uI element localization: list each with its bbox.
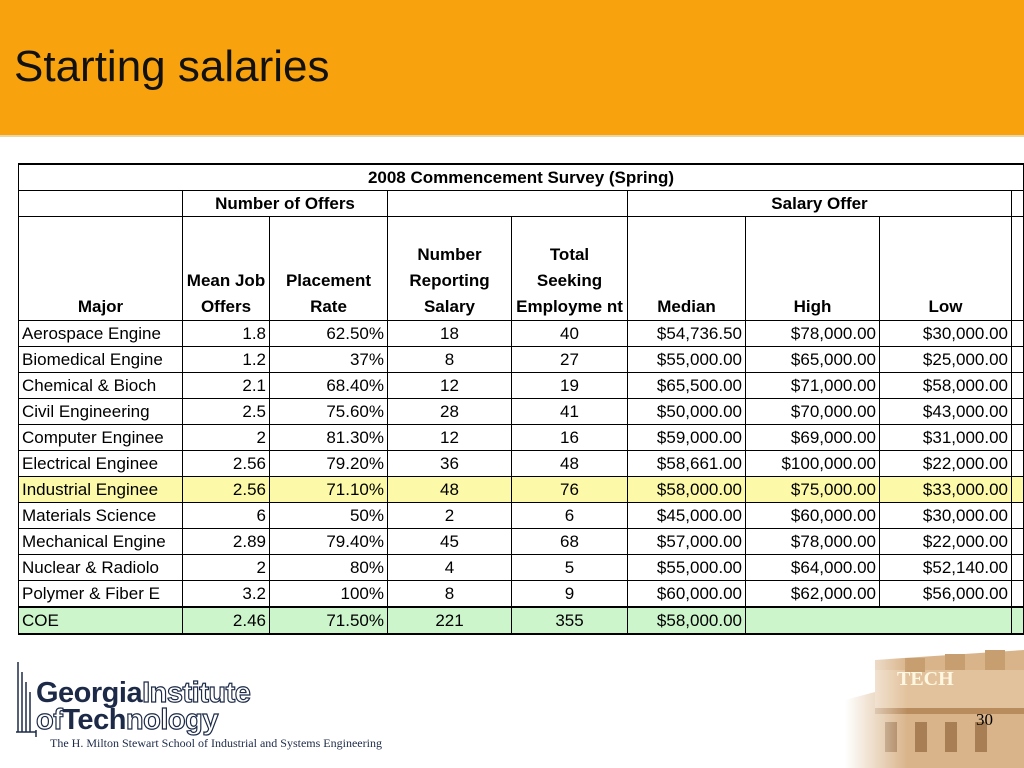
tower-logo-icon (16, 662, 36, 732)
cell-offers: 6 (183, 503, 270, 529)
cell-median: $55,000.00 (628, 347, 746, 373)
logo-subtitle: The H. Milton Stewart School of Industrial and Systems Engineering (50, 736, 382, 750)
cell-low: $25,000.00 (880, 347, 1012, 373)
table-row (19, 477, 1024, 503)
cell-median: $58,661.00 (628, 451, 746, 477)
table-row (19, 529, 1024, 555)
cell-rate: 50% (270, 503, 388, 529)
cell-high: $100,000.00 (746, 451, 880, 477)
cell-reporting: 12 (388, 373, 512, 399)
cell-major: Civil Engineering (19, 399, 183, 425)
group-header-edge (1012, 191, 1024, 217)
cell-median: $54,736.50 (628, 321, 746, 347)
cell-high: $70,000.00 (746, 399, 880, 425)
cell-seeking: 41 (512, 399, 628, 425)
cell-rate: 62.50% (270, 321, 388, 347)
cell-offers: 2.89 (183, 529, 270, 555)
total-row (19, 607, 1024, 634)
cell-reporting: 28 (388, 399, 512, 425)
table-row (19, 451, 1024, 477)
cell-major: Electrical Enginee (19, 451, 183, 477)
col-header-mean-job-offers: Mean Job Offers (183, 217, 270, 321)
cell-median: $59,000.00 (628, 425, 746, 451)
cell-offers: 2.56 (183, 451, 270, 477)
cell-seeking: 16 (512, 425, 628, 451)
cell-offers: 2.1 (183, 373, 270, 399)
cell-major: Polymer & Fiber E (19, 581, 183, 608)
cell-edge (1012, 347, 1024, 373)
page-number: 30 (976, 710, 993, 729)
col-header-major: Major (19, 217, 183, 321)
cell-seeking: 9 (512, 581, 628, 608)
total-cell-rate: 71.50% (270, 607, 388, 634)
slide-title: Starting salaries (14, 42, 330, 91)
cell-seeking: 48 (512, 451, 628, 477)
salary-table (18, 163, 1024, 635)
survey-title: 2008 Commencement Survey (Spring) (19, 164, 1024, 191)
cell-high: $60,000.00 (746, 503, 880, 529)
cell-major: Industrial Enginee (19, 477, 183, 503)
cell-rate: 75.60% (270, 399, 388, 425)
group-header-offers: Number of Offers (183, 191, 388, 217)
cell-low: $43,000.00 (880, 399, 1012, 425)
cell-median: $45,000.00 (628, 503, 746, 529)
cell-high: $75,000.00 (746, 477, 880, 503)
cell-offers: 1.2 (183, 347, 270, 373)
table-row (19, 503, 1024, 529)
logo-word-institute: Institute (142, 677, 251, 709)
table-row (19, 399, 1024, 425)
cell-high: $69,000.00 (746, 425, 880, 451)
cell-offers: 3.2 (183, 581, 270, 608)
cell-major: Mechanical Engine (19, 529, 183, 555)
cell-offers: 2.5 (183, 399, 270, 425)
cell-edge (1012, 477, 1024, 503)
cell-reporting: 8 (388, 347, 512, 373)
cell-median: $57,000.00 (628, 529, 746, 555)
cell-major: Materials Science (19, 503, 183, 529)
col-header-median: Median (628, 217, 746, 321)
cell-reporting: 48 (388, 477, 512, 503)
table-row (19, 555, 1024, 581)
cell-edge (1012, 581, 1024, 608)
col-header-edge (1012, 217, 1024, 321)
cell-rate: 71.10% (270, 477, 388, 503)
cell-rate: 37% (270, 347, 388, 373)
total-cell-median: $58,000.00 (628, 607, 746, 634)
cell-major: Nuclear & Radiolo (19, 555, 183, 581)
table-row (19, 581, 1024, 608)
cell-high: $78,000.00 (746, 321, 880, 347)
col-header-placement-rate: Placement Rate (270, 217, 388, 321)
cell-low: $22,000.00 (880, 529, 1012, 555)
total-cell-major: COE (19, 607, 183, 634)
total-cell-seeking: 355 (512, 607, 628, 634)
cell-low: $30,000.00 (880, 321, 1012, 347)
logo-word-georgia: Georgia (36, 677, 143, 709)
cell-high: $71,000.00 (746, 373, 880, 399)
table-row (19, 425, 1024, 451)
cell-edge (1012, 503, 1024, 529)
total-cell-reporting: 221 (388, 607, 512, 634)
cell-seeking: 27 (512, 347, 628, 373)
cell-reporting: 36 (388, 451, 512, 477)
table-row (19, 347, 1024, 373)
cell-edge (1012, 529, 1024, 555)
cell-edge (1012, 425, 1024, 451)
cell-rate: 80% (270, 555, 388, 581)
cell-reporting: 12 (388, 425, 512, 451)
cell-edge (1012, 321, 1024, 347)
cell-edge (1012, 555, 1024, 581)
logo-word-of: of (36, 704, 63, 736)
cell-high: $65,000.00 (746, 347, 880, 373)
cell-rate: 79.40% (270, 529, 388, 555)
cell-high: $64,000.00 (746, 555, 880, 581)
cell-rate: 68.40% (270, 373, 388, 399)
cell-offers: 2 (183, 425, 270, 451)
cell-low: $33,000.00 (880, 477, 1012, 503)
group-header-blank-2 (388, 191, 628, 217)
cell-major: Computer Enginee (19, 425, 183, 451)
cell-seeking: 68 (512, 529, 628, 555)
cell-reporting: 4 (388, 555, 512, 581)
cell-major: Aerospace Engine (19, 321, 183, 347)
cell-low: $58,000.00 (880, 373, 1012, 399)
cell-seeking: 19 (512, 373, 628, 399)
logo-wordmark (36, 677, 251, 736)
cell-median: $58,000.00 (628, 477, 746, 503)
title-divider (0, 135, 1024, 137)
cell-high: $62,000.00 (746, 581, 880, 608)
cell-median: $55,000.00 (628, 555, 746, 581)
cell-high: $78,000.00 (746, 529, 880, 555)
cell-edge (1012, 373, 1024, 399)
cell-seeking: 76 (512, 477, 628, 503)
logo-word-nology: nology (125, 704, 218, 736)
cell-low: $31,000.00 (880, 425, 1012, 451)
cell-low: $22,000.00 (880, 451, 1012, 477)
col-header-number-reporting-salary: Number Reporting Salary (388, 217, 512, 321)
cell-median: $50,000.00 (628, 399, 746, 425)
total-cell-offers: 2.46 (183, 607, 270, 634)
cell-low: $52,140.00 (880, 555, 1012, 581)
cell-edge (1012, 399, 1024, 425)
table-row (19, 373, 1024, 399)
col-header-high: High (746, 217, 880, 321)
col-header-low: Low (880, 217, 1012, 321)
cell-offers: 2 (183, 555, 270, 581)
total-cell-blank (746, 607, 1012, 634)
group-header-blank (19, 191, 183, 217)
cell-reporting: 18 (388, 321, 512, 347)
cell-median: $60,000.00 (628, 581, 746, 608)
col-header-total-seeking: Total Seeking Employme nt (512, 217, 628, 321)
building-photo (845, 640, 1024, 768)
cell-median: $65,500.00 (628, 373, 746, 399)
logo-word-tech: Tech (62, 704, 126, 736)
cell-low: $30,000.00 (880, 503, 1012, 529)
table-row (19, 321, 1024, 347)
cell-reporting: 8 (388, 581, 512, 608)
total-cell-edge (1012, 607, 1024, 634)
cell-seeking: 5 (512, 555, 628, 581)
cell-rate: 100% (270, 581, 388, 608)
cell-seeking: 40 (512, 321, 628, 347)
cell-rate: 79.20% (270, 451, 388, 477)
cell-low: $56,000.00 (880, 581, 1012, 608)
group-header-salary: Salary Offer (628, 191, 1012, 217)
cell-reporting: 2 (388, 503, 512, 529)
cell-offers: 2.56 (183, 477, 270, 503)
cell-offers: 1.8 (183, 321, 270, 347)
cell-reporting: 45 (388, 529, 512, 555)
cell-major: Biomedical Engine (19, 347, 183, 373)
cell-edge (1012, 451, 1024, 477)
cell-rate: 81.30% (270, 425, 388, 451)
cell-seeking: 6 (512, 503, 628, 529)
cell-major: Chemical & Bioch (19, 373, 183, 399)
